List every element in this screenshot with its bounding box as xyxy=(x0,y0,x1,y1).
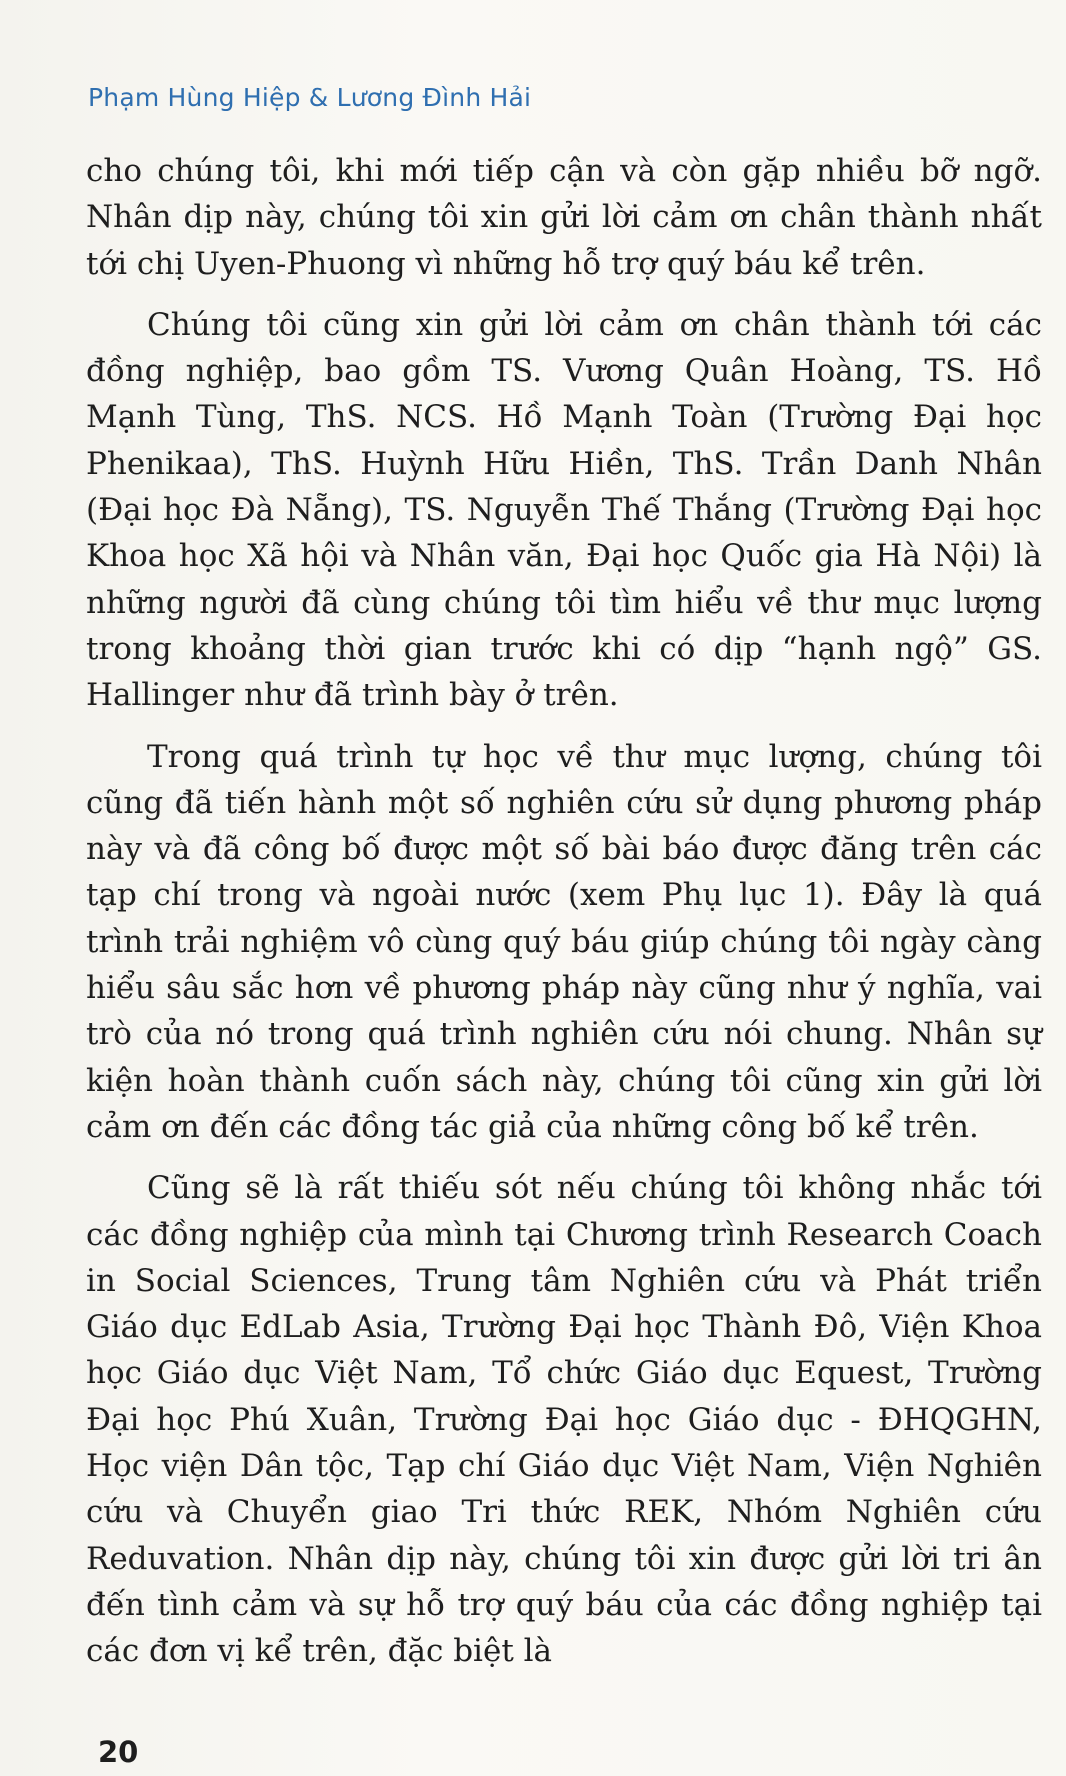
paragraph-continued: cho chúng tôi, khi mới tiếp cận và còn gặp nhiều bỡ ngỡ. Nhân dịp này, chúng tôi xin gửi lời cảm ơn chân thành nhất tới chị Uyen-Phuong vì những hỗ trợ quý báu kể trên. xyxy=(86,153,1042,282)
page-number: 20 xyxy=(98,1735,139,1769)
paragraph-self-study: Trong quá trình tự học về thư mục lượng, chúng tôi cũng đã tiến hành một số nghiên cứu sử dụng phương pháp này và đã công bố được một số bài báo được đăng trên các tạp chí trong và ngoài nước (xem Phụ lục 1). Đây là quá trình trải nghiệm vô cùng quý báu giúp chúng tôi ngày càng hiểu sâu sắc hơn về phương pháp này cũng như ý nghĩa, vai trò của nó trong quá trình nghiên cứu nói chung. Nhân sự kiện hoàn thành cuốn sách này, chúng tôi cũng xin gửi lời cảm ơn đến các đồng tác giả của những công bố kể trên. xyxy=(86,738,1042,1145)
paragraph-institutions: Cũng sẽ là rất thiếu sót nếu chúng tôi không nhắc tới các đồng nghiệp của mình tại Chương trình Research Coach in Social Sciences, Trung tâm Nghiên cứu và Phát triển Giáo dục EdLab Asia, Trường Đại học Thành Đô, Viện Khoa học Giáo dục Việt Nam, Tổ chức Giáo dục Equest, Trường Đại học Phú Xuân, Trường Đại học Giáo dục - ĐHQGHN, Học viện Dân tộc, Tạp chí Giáo dục Việt Nam, Viện Nghiên cứu và Chuyển giao Tri thức REK, Nhóm Nghiên cứu Reduvation. Nhân dịp này, chúng tôi xin được gửi lời tri ân đến tình cảm và sự hỗ trợ quý báu của các đồng nghiệp tại các đơn vị kể trên, đặc biệt là xyxy=(86,1170,1042,1670)
paragraph-colleagues: Chúng tôi cũng xin gửi lời cảm ơn chân thành tới các đồng nghiệp, bao gồm TS. Vương Quân Hoàng, TS. Hồ Mạnh Tùng, ThS. NCS. Hồ Mạnh Toàn (Trường Đại học Phenikaa), ThS. Huỳnh Hữu Hiền, ThS. Trần Danh Nhân (Đại học Đà Nẵng), TS. Nguyễn Thế Thắng (Trường Đại học Khoa học Xã hội và Nhân văn, Đại học Quốc gia Hà Nội) là những người đã cùng chúng tôi tìm hiểu về thư mục lượng trong khoảng thời gian trước khi có dịp “hạnh ngộ” GS. Hallinger như đã trình bày ở trên. xyxy=(86,306,1042,714)
body-text xyxy=(86,148,1042,1690)
running-header-authors: Phạm Hùng Hiệp & Lương Đình Hải xyxy=(88,83,532,112)
